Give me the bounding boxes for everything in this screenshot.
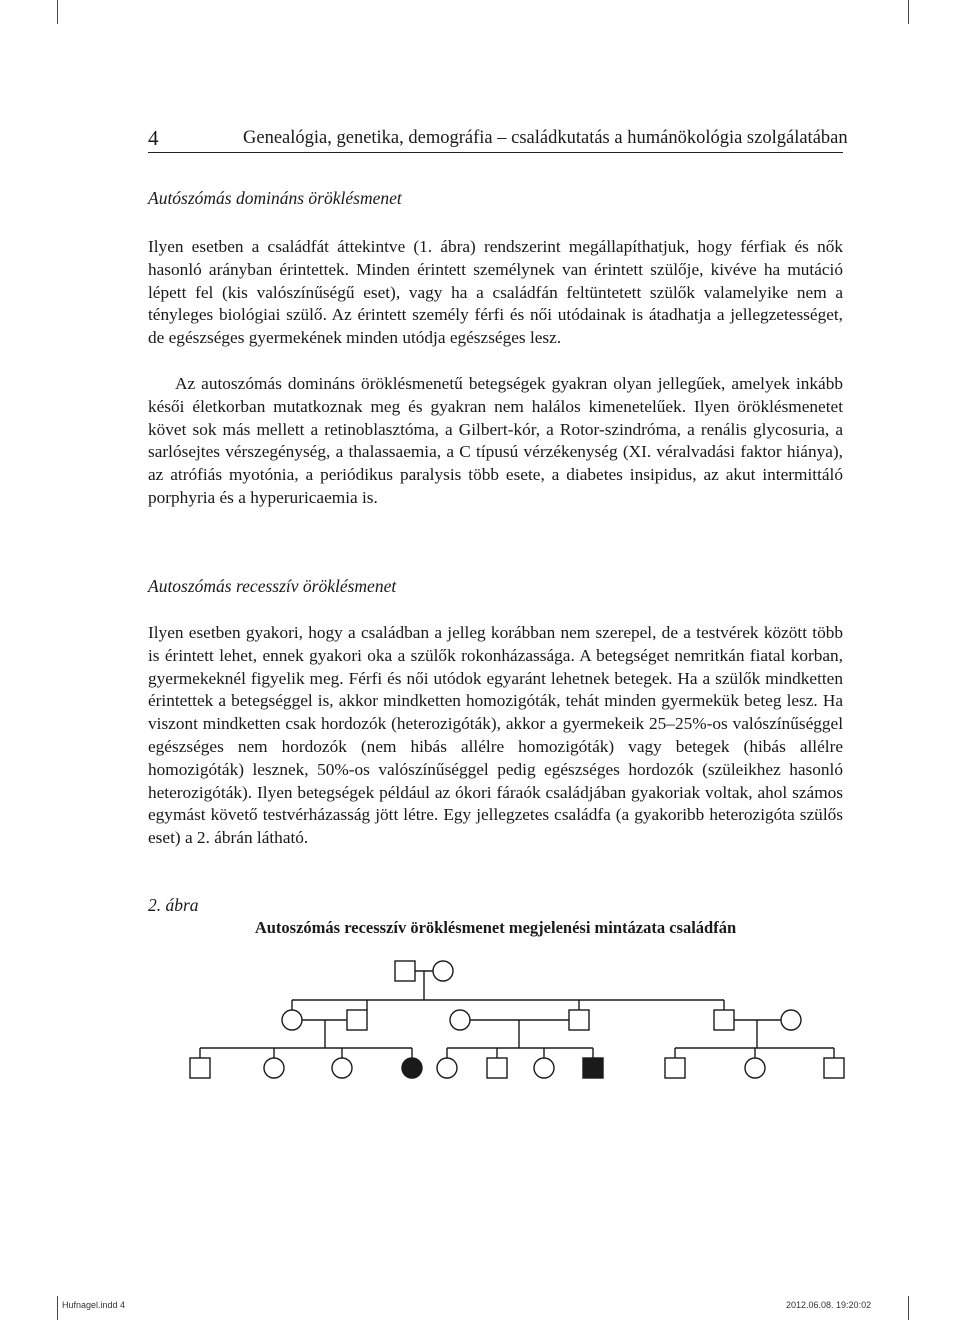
slug-timestamp: 2012.06.08. 19:20:02 bbox=[786, 1300, 872, 1310]
g3-male-symbol bbox=[190, 1058, 210, 1078]
g3-male-symbol bbox=[487, 1058, 507, 1078]
g3-male-symbol bbox=[824, 1058, 844, 1078]
g3-female-symbol bbox=[745, 1058, 765, 1078]
g3-male-symbol bbox=[665, 1058, 685, 1078]
g3-female-symbol bbox=[437, 1058, 457, 1078]
g3-female-symbol bbox=[332, 1058, 352, 1078]
g2-male-symbol bbox=[569, 1010, 589, 1030]
crop-mark bbox=[908, 0, 909, 24]
crop-mark bbox=[908, 1296, 909, 1320]
g2-male-symbol bbox=[714, 1010, 734, 1030]
crop-mark bbox=[57, 0, 58, 24]
g3-affected-female-symbol bbox=[402, 1058, 422, 1078]
g3-affected-male-symbol bbox=[583, 1058, 603, 1078]
paragraph-dominant-1: Ilyen esetben a családfát áttekintve (1. ábra) rendszerint megállapíthatjuk, hogy férfiak és nők hasonló arányban érintettek. Minden érintett személynek van érintett szülője, kivéve ha mutáció lépett fel (kis valószínűségű eset), vagy ha a családfán feltüntetett szülők valamelyike nem a tényleges biológiai szülő. Az érintett személy férfi és női utódainak is átadhatja a jellegzetességet, de egészséges gyermekének minden utódja egészséges lesz. bbox=[148, 237, 843, 348]
g2-female-symbol bbox=[450, 1010, 470, 1030]
g3-female-symbol bbox=[264, 1058, 284, 1078]
g3-female-symbol bbox=[534, 1058, 554, 1078]
section-heading-recessive: Autoszómás recesszív öröklésmenet bbox=[148, 576, 397, 596]
g2-male-symbol bbox=[347, 1010, 367, 1030]
pedigree-diagram bbox=[0, 960, 960, 1160]
slug-filename: Hufnagel.indd 4 bbox=[62, 1300, 126, 1310]
paragraph-recessive-1: Ilyen esetben gyakori, hogy a családban a jelleg korábban nem szerepel, de a testvérek között több is érintett lehet, ennek gyakori oka a szülők rokonházassága. A betegséget nemritkán fiatal korban, gyermekeknél figyelik meg. Férfi és női utódok egyaránt lehetnek betegek. Ha a szülők mindketten érintettek a betegséggel is, akkor mindketten homozigóták, tehát minden gyermekük beteg lesz. Ha viszont mindketten csak hordozók (heterozigóták), akkor a gyermekeik 25–25%-os valószínűséggel egészséges nem hordozók (nem hibás allélre homozigóták) vagy betegek (hibás allélre homozigóták) lesznek, 50%-os valószínűséggel pedig egészséges hordozók (szüleikhez hasonló heterozigóták). Ilyen betegségek például az ókori fáraók családjában gyakoriak voltak, ahol számos egymást követő testvérházasság jött létre. Egy jellegzetes családfa (a gyakoribb heterozigóta szülős eset) a 2. ábrán látható. bbox=[148, 623, 843, 848]
header-rule bbox=[148, 152, 843, 153]
running-title: Genealógia, genetika, demográfia – családkutatás a humánökológia szolgálatában bbox=[243, 128, 848, 148]
g2-female-symbol bbox=[781, 1010, 801, 1030]
page-number: 4 bbox=[148, 126, 159, 150]
g1-male-symbol bbox=[395, 961, 415, 981]
section-heading-dominant: Autószómás domináns öröklésmenet bbox=[148, 188, 402, 208]
figure-label: 2. ábra bbox=[148, 895, 199, 915]
figure-title: Autoszómás recesszív öröklésmenet megjelenési mintázata családfán bbox=[254, 918, 737, 937]
g2-female-symbol bbox=[282, 1010, 302, 1030]
crop-mark bbox=[57, 1296, 58, 1320]
g1-female-symbol bbox=[433, 961, 453, 981]
paragraph-dominant-2: Az autoszómás domináns öröklésmenetű betegségek gyakran olyan jellegűek, amelyek inkább késői életkorban mutatkoznak meg és gyakran nem halálos kimenetelűek. Ilyen öröklésmenetet követ sok más mellett a retinoblasztóma, a Gilbert-kór, a Rotor-szindróma, a renális glycosuria, a sarlósejtes vérszegénység, a thalassaemia, a C típusú vérzékenység (XI. véralvadási faktor hiánya), az atrófiás myotónia, a periódikus paralysis több esete, a diabetes insipidus, az akut intermittáló porphyria és a hyperuricaemia is. bbox=[148, 374, 843, 507]
